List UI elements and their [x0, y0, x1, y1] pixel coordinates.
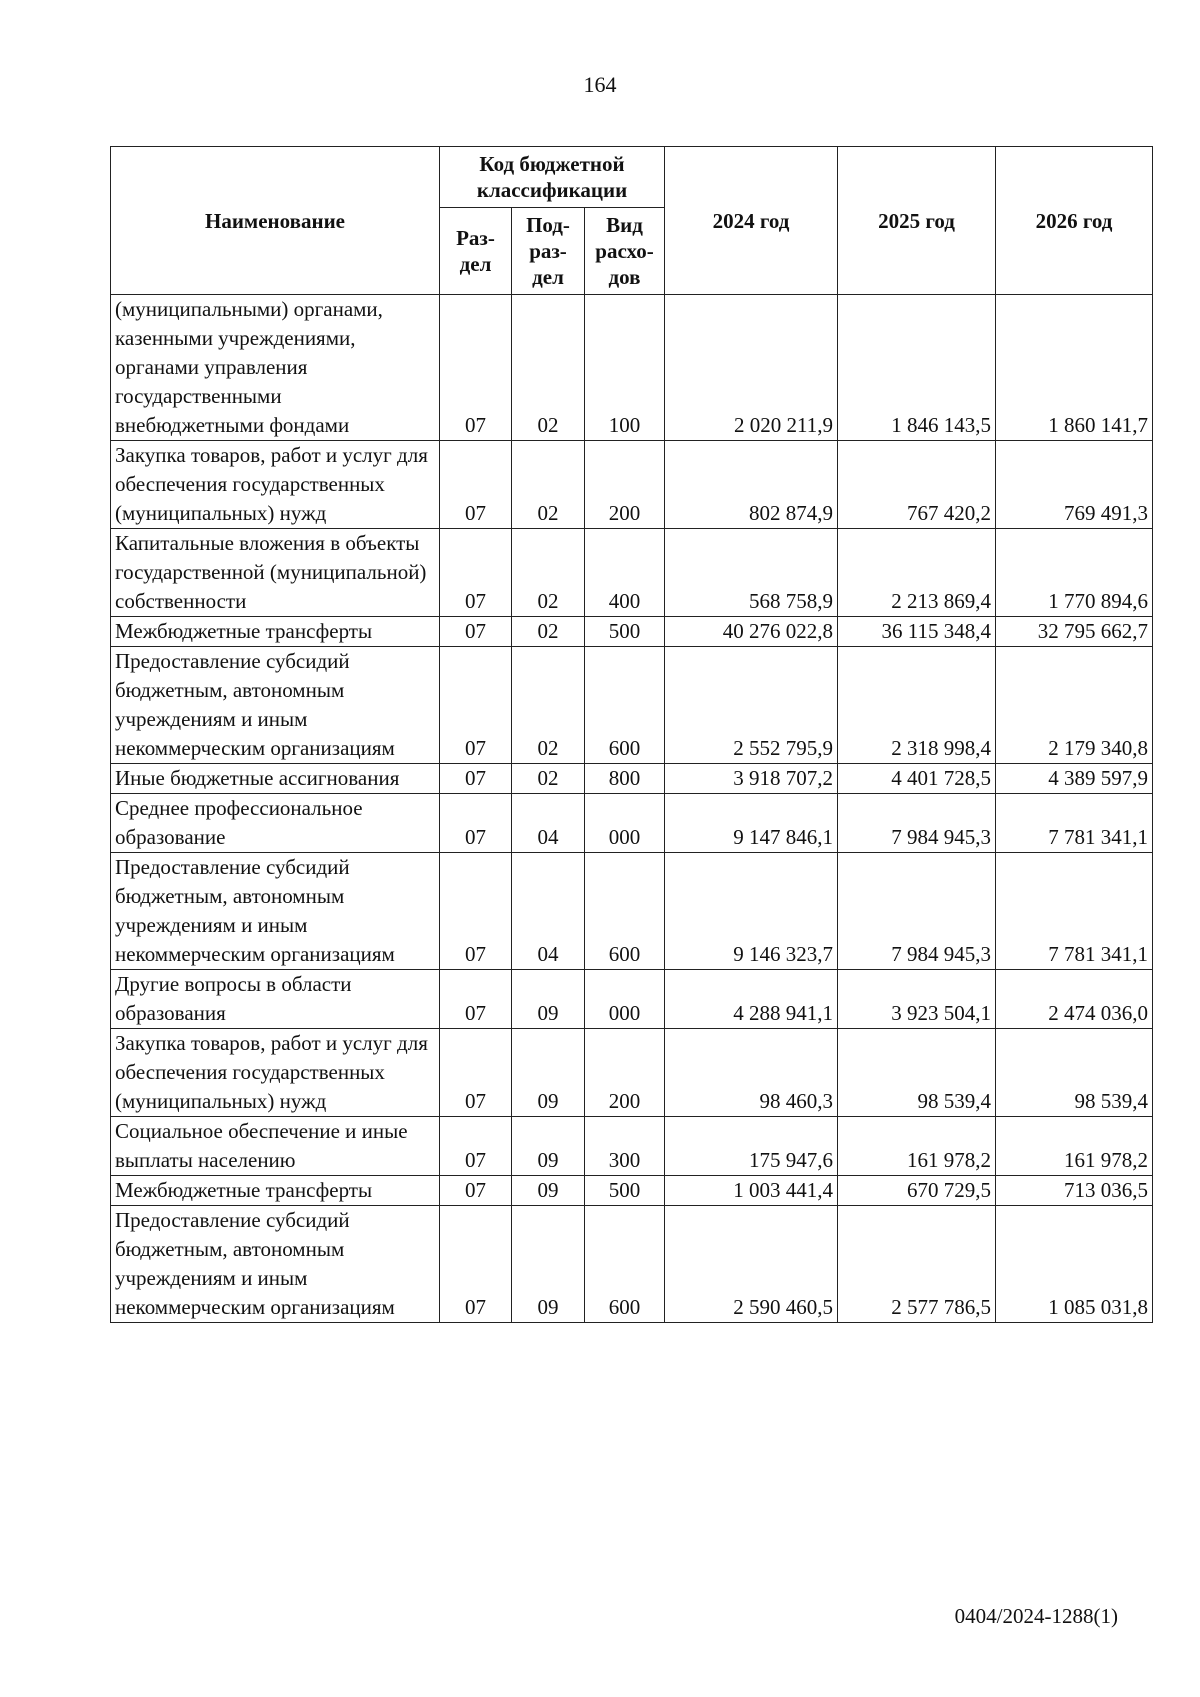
header-name: Наименование — [111, 147, 440, 295]
cell-2025: 4 401 728,5 — [838, 764, 996, 794]
table-row — [111, 617, 1153, 647]
cell-2024: 98 460,3 — [665, 1029, 838, 1117]
cell-2024: 2 020 211,9 — [665, 295, 838, 441]
cell-name: Предоставление субсидий бюджетным, автономным учреждениям и иным некоммерческим организациям — [111, 1206, 440, 1323]
cell-podrazdel: 02 — [512, 529, 585, 617]
cell-razdel: 07 — [440, 441, 512, 529]
cell-podrazdel: 02 — [512, 617, 585, 647]
cell-razdel: 07 — [440, 1117, 512, 1176]
cell-name: Среднее профессиональное образование — [111, 794, 440, 853]
table-row — [111, 764, 1153, 794]
cell-2025: 1 846 143,5 — [838, 295, 996, 441]
cell-vid: 100 — [585, 295, 665, 441]
cell-podrazdel: 09 — [512, 1206, 585, 1323]
page-number: 164 — [583, 72, 617, 97]
cell-2024: 4 288 941,1 — [665, 970, 838, 1029]
cell-2024: 9 147 846,1 — [665, 794, 838, 853]
cell-name: Другие вопросы в области образования — [111, 970, 440, 1029]
cell-vid: 400 — [585, 529, 665, 617]
cell-name: Иные бюджетные ассигнования — [111, 764, 440, 794]
cell-vid: 200 — [585, 441, 665, 529]
header-podrazdel: Под- раз- дел — [512, 208, 585, 295]
cell-2026: 769 491,3 — [996, 441, 1153, 529]
cell-2025: 36 115 348,4 — [838, 617, 996, 647]
cell-2026: 7 781 341,1 — [996, 794, 1153, 853]
cell-podrazdel: 02 — [512, 764, 585, 794]
cell-2026: 4 389 597,9 — [996, 764, 1153, 794]
cell-podrazdel: 04 — [512, 794, 585, 853]
cell-2025: 3 923 504,1 — [838, 970, 996, 1029]
table-row — [111, 1029, 1153, 1117]
cell-2024: 3 918 707,2 — [665, 764, 838, 794]
cell-podrazdel: 02 — [512, 295, 585, 441]
cell-vid: 500 — [585, 617, 665, 647]
header-2026: 2026 год — [996, 147, 1153, 295]
cell-2024: 40 276 022,8 — [665, 617, 838, 647]
cell-vid: 000 — [585, 794, 665, 853]
cell-podrazdel: 04 — [512, 853, 585, 970]
cell-2024: 9 146 323,7 — [665, 853, 838, 970]
cell-name: Закупка товаров, работ и услуг для обеспечения государственных (муниципальных) нужд — [111, 1029, 440, 1117]
cell-2026: 2 474 036,0 — [996, 970, 1153, 1029]
cell-razdel: 07 — [440, 529, 512, 617]
cell-name: (муниципальными) органами, казенными учреждениями, органами управления государственными внебюджетными фондами — [111, 295, 440, 441]
cell-razdel: 07 — [440, 617, 512, 647]
header-razdel: Раз- дел — [440, 208, 512, 295]
cell-razdel: 07 — [440, 853, 512, 970]
table-row — [111, 529, 1153, 617]
table-header — [111, 147, 1153, 295]
table-row — [111, 1117, 1153, 1176]
cell-2026: 161 978,2 — [996, 1117, 1153, 1176]
document-code: 0404/2024-1288(1) — [954, 1604, 1118, 1628]
cell-2026: 98 539,4 — [996, 1029, 1153, 1117]
cell-podrazdel: 09 — [512, 1117, 585, 1176]
cell-2024: 175 947,6 — [665, 1117, 838, 1176]
cell-razdel: 07 — [440, 764, 512, 794]
cell-name: Капитальные вложения в объекты государственной (муниципальной) собственности — [111, 529, 440, 617]
cell-2026: 713 036,5 — [996, 1176, 1153, 1206]
cell-podrazdel: 09 — [512, 970, 585, 1029]
cell-vid: 500 — [585, 1176, 665, 1206]
cell-razdel: 07 — [440, 295, 512, 441]
table-row — [111, 853, 1153, 970]
cell-2025: 98 539,4 — [838, 1029, 996, 1117]
cell-2026: 1 860 141,7 — [996, 295, 1153, 441]
cell-vid: 600 — [585, 1206, 665, 1323]
cell-2025: 7 984 945,3 — [838, 794, 996, 853]
cell-razdel: 07 — [440, 794, 512, 853]
cell-vid: 600 — [585, 647, 665, 764]
cell-2024: 568 758,9 — [665, 529, 838, 617]
cell-2026: 7 781 341,1 — [996, 853, 1153, 970]
header-code-group: Код бюджетной классификации — [440, 147, 665, 208]
cell-vid: 000 — [585, 970, 665, 1029]
cell-podrazdel: 09 — [512, 1176, 585, 1206]
cell-podrazdel: 02 — [512, 441, 585, 529]
cell-vid: 200 — [585, 1029, 665, 1117]
table-row — [111, 794, 1153, 853]
cell-2025: 7 984 945,3 — [838, 853, 996, 970]
header-vid: Вид расхо- дов — [585, 208, 665, 295]
cell-2024: 2 552 795,9 — [665, 647, 838, 764]
cell-2026: 32 795 662,7 — [996, 617, 1153, 647]
cell-vid: 300 — [585, 1117, 665, 1176]
cell-2025: 2 318 998,4 — [838, 647, 996, 764]
cell-2024: 1 003 441,4 — [665, 1176, 838, 1206]
cell-2026: 1 770 894,6 — [996, 529, 1153, 617]
cell-2026: 1 085 031,8 — [996, 1206, 1153, 1323]
cell-razdel: 07 — [440, 970, 512, 1029]
cell-2025: 161 978,2 — [838, 1117, 996, 1176]
table-row — [111, 1206, 1153, 1323]
table-row — [111, 970, 1153, 1029]
cell-name: Межбюджетные трансферты — [111, 617, 440, 647]
cell-2025: 670 729,5 — [838, 1176, 996, 1206]
header-2024: 2024 год — [665, 147, 838, 295]
cell-razdel: 07 — [440, 1206, 512, 1323]
cell-2025: 2 577 786,5 — [838, 1206, 996, 1323]
cell-razdel: 07 — [440, 1176, 512, 1206]
cell-2024: 802 874,9 — [665, 441, 838, 529]
table-row — [111, 295, 1153, 441]
cell-2024: 2 590 460,5 — [665, 1206, 838, 1323]
cell-name: Межбюджетные трансферты — [111, 1176, 440, 1206]
table-row — [111, 647, 1153, 764]
cell-name: Социальное обеспечение и иные выплаты населению — [111, 1117, 440, 1176]
cell-2025: 767 420,2 — [838, 441, 996, 529]
header-2025: 2025 год — [838, 147, 996, 295]
cell-2025: 2 213 869,4 — [838, 529, 996, 617]
cell-podrazdel: 02 — [512, 647, 585, 764]
cell-name: Предоставление субсидий бюджетным, автономным учреждениям и иным некоммерческим организациям — [111, 853, 440, 970]
budget-table — [110, 146, 1153, 1323]
table-body — [111, 295, 1153, 1323]
cell-vid: 800 — [585, 764, 665, 794]
table-row — [111, 441, 1153, 529]
cell-vid: 600 — [585, 853, 665, 970]
cell-razdel: 07 — [440, 1029, 512, 1117]
cell-name: Предоставление субсидий бюджетным, автономным учреждениям и иным некоммерческим организациям — [111, 647, 440, 764]
cell-razdel: 07 — [440, 647, 512, 764]
table-row — [111, 1176, 1153, 1206]
cell-podrazdel: 09 — [512, 1029, 585, 1117]
cell-2026: 2 179 340,8 — [996, 647, 1153, 764]
cell-name: Закупка товаров, работ и услуг для обеспечения государственных (муниципальных) нужд — [111, 441, 440, 529]
